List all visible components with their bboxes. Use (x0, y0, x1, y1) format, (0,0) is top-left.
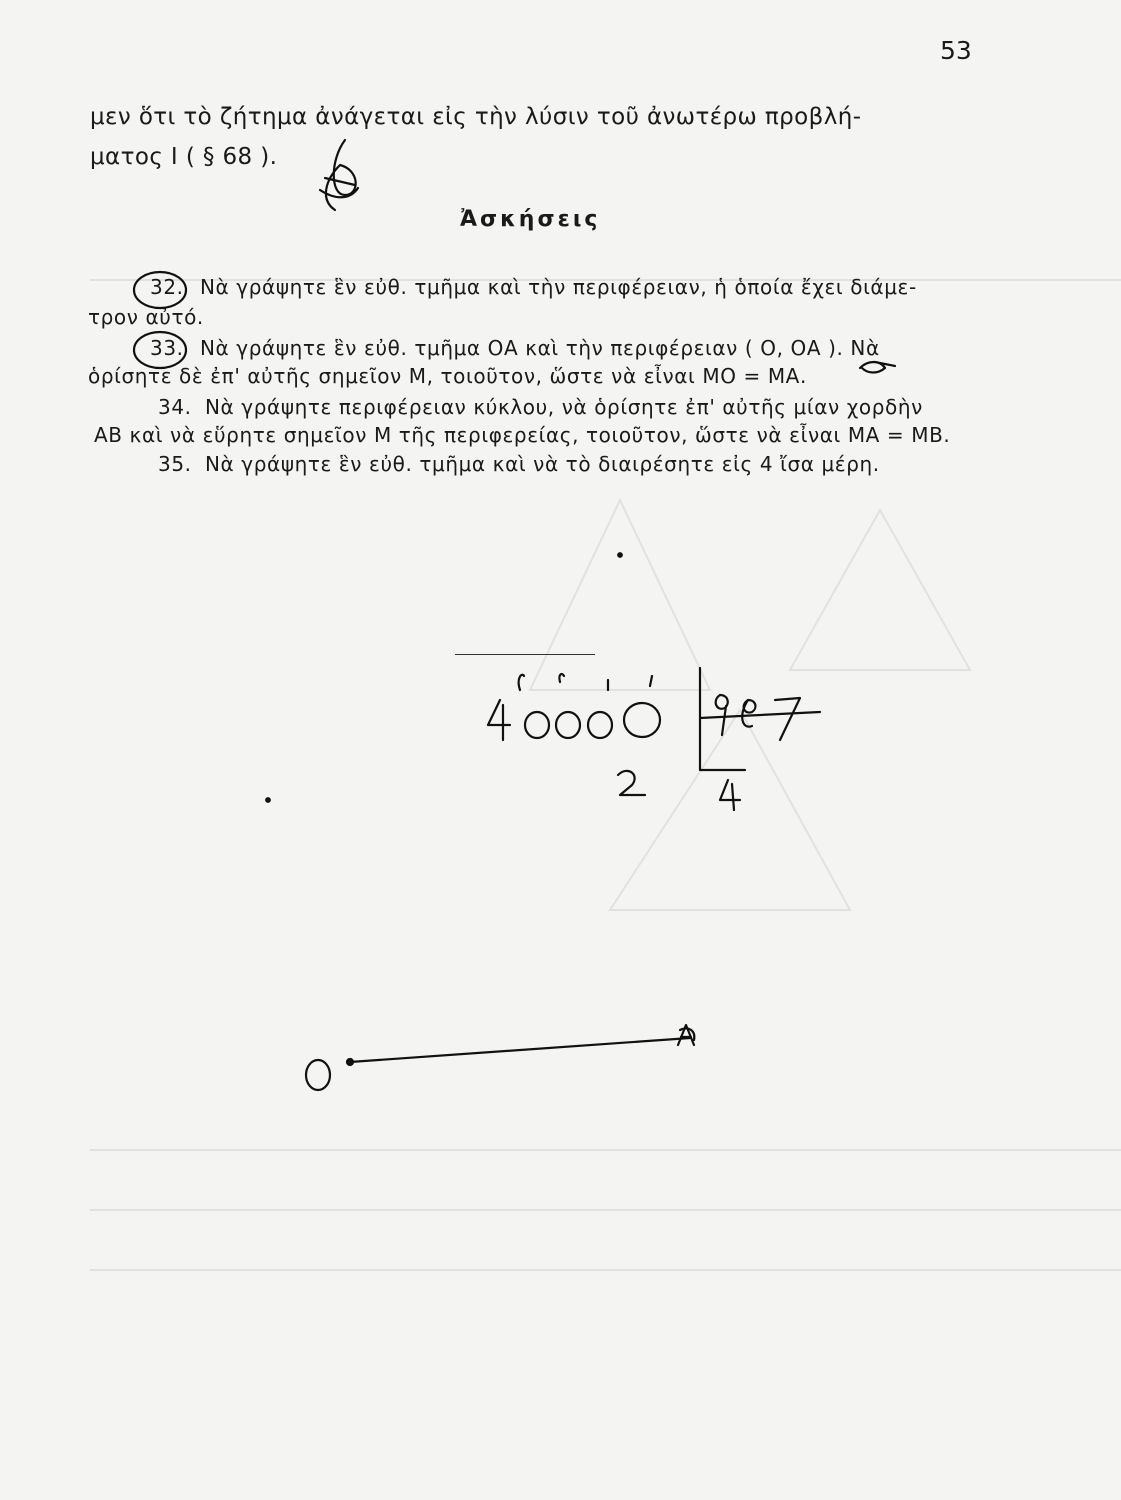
horizontal-rule (455, 654, 595, 655)
exercise-number: 34. (158, 395, 192, 419)
intro-line: ματος I ( § 68 ). (90, 144, 278, 170)
page-number: 53 (940, 36, 972, 65)
exercise-number: 35. (158, 452, 192, 476)
exercise-text: Νὰ γράψητε ἓν εὐθ. τμῆμα καὶ τὴν περιφέρειαν, ἡ ὁποία ἔχει διάμε- (200, 275, 917, 299)
exercise-text: Νὰ γράψητε περιφέρειαν κύκλου, νὰ ὁρίσητε ἐπ' αὐτῆς μίαν χορδὴν (205, 395, 923, 419)
exercise-text: Νὰ γράψητε ἓν εὐθ. τμῆμα καὶ νὰ τὸ διαιρέσητε εἰς 4 ἴσα μέρη. (205, 452, 880, 476)
exercise-text: τρον αὐτό. (88, 305, 204, 329)
exercise-text: ὁρίσητε δὲ ἐπ' αὐτῆς σημεῖον Μ, τοιοῦτον, ὥστε νὰ εἶναι ΜΟ = ΜΑ. (88, 364, 807, 388)
intro-line: μεν ὅτι τὸ ζήτημα ἀνάγεται εἰς τὴν λύσιν τοῦ ἀνωτέρω προβλή- (90, 104, 862, 130)
exercise-text: ΑΒ καὶ νὰ εὕρητε σημεῖον Μ τῆς περιφερείας, τοιοῦτον, ὥστε νὰ εἶναι ΜΑ = ΜΒ. (94, 423, 951, 447)
exercise-number: 32. (150, 275, 184, 299)
exercises-heading: Ἀσκήσεις (460, 207, 601, 232)
exercise-text: Νὰ γράψητε ἓν εὐθ. τμῆμα ΟΑ καὶ τὴν περιφέρειαν ( Ο, ΟΑ ). Νὰ (200, 336, 880, 360)
exercise-number: 33. (150, 336, 184, 360)
